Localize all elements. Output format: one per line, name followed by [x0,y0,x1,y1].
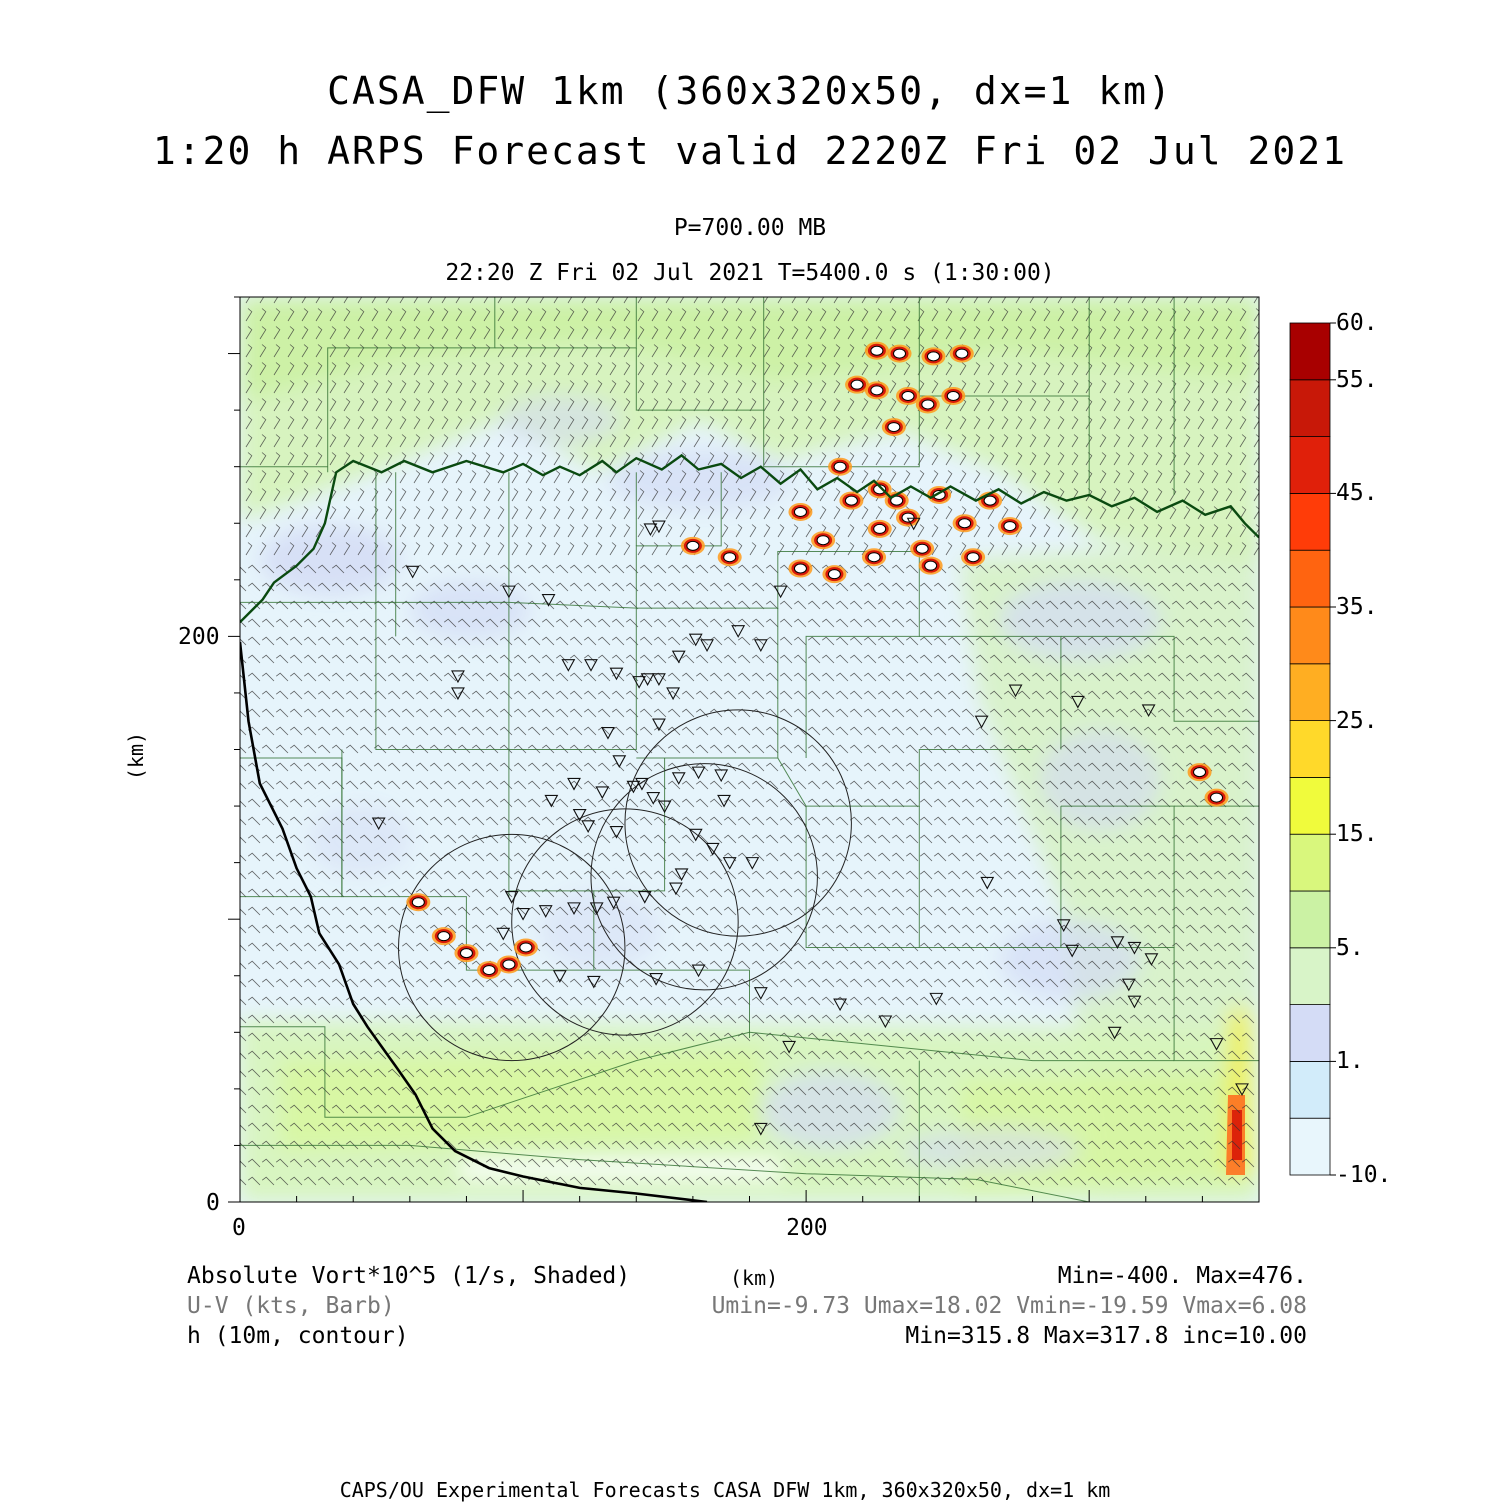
storm-cell-center [687,541,699,550]
storm-cell [862,548,886,566]
storm-cell-center [724,553,736,562]
storm-cell-center [412,898,424,907]
edge-vorticity-core [1232,1110,1242,1160]
storm-cell [921,347,945,365]
storm-cell-center [520,943,532,952]
color-scale-label: 60. [1336,310,1378,336]
color-scale-bin [1290,437,1330,494]
storm-cell-center [834,462,846,471]
storm-cell [865,342,889,360]
storm-cell [941,387,965,405]
color-scale-bin [1290,550,1330,607]
color-scale-label: 45. [1336,480,1378,507]
storm-cell [406,893,430,911]
storm-cell [718,548,742,566]
storm-cell [828,458,852,476]
storm-cell-center [959,519,971,528]
storm-cell [681,537,705,555]
color-scale-bin [1290,891,1330,948]
storm-cell-center [888,423,900,432]
storm-cell-center [845,496,857,505]
color-scale [1290,323,1336,1175]
storm-cell-center [503,960,515,969]
color-scale-label: 1. [1336,1048,1364,1075]
color-scale-bin [1290,1005,1330,1062]
color-scale-bin [1290,323,1330,380]
color-scale-bin [1290,834,1330,891]
color-scale-bin [1290,777,1330,834]
storm-cell-center [851,380,863,389]
storm-cell-center [794,507,806,516]
x-tick-label-200: 200 [786,1215,828,1241]
color-scale-bin [1290,664,1330,721]
storm-cell-center [438,932,450,941]
storm-cell [953,514,977,532]
color-scale-bin [1290,493,1330,550]
storm-cell [497,955,521,973]
storm-cell [950,345,974,363]
x-axis-label: (km) [730,1266,779,1290]
storm-cell-center [922,400,934,409]
storm-cell-center [1211,793,1223,802]
storm-cell-center [956,349,968,358]
storm-cell [910,540,934,558]
storm-cell-center [817,536,829,545]
storm-cell-center [984,496,996,505]
storm-cell [882,418,906,436]
storm-cell [916,395,940,413]
storm-cell-center [1004,522,1016,531]
y-axis-label: (km) [124,731,149,781]
field2-stats: Umin=-9.73 Umax=18.02 Vmin=-19.59 Vmax=6.08 [711,1293,1307,1319]
color-scale-bin [1290,721,1330,778]
storm-cell-center [483,966,495,975]
color-scale-label: 5. [1336,934,1364,961]
storm-cell [961,548,985,566]
x-tick-label-0: 0 [232,1215,246,1241]
y-tick-label-200: 200 [178,624,220,651]
storm-cell [788,503,812,521]
storm-cell [865,381,889,399]
storm-cell [888,345,912,363]
storm-cell [1188,763,1212,781]
storm-cell [1205,789,1229,807]
storm-cell-center [460,949,472,958]
pressure-level: P=700.00 MB [673,215,827,241]
field2-name: U-V (kts, Barb) [187,1293,395,1319]
storm-cell-center [916,544,928,553]
map-title-line-2: 1:20 h ARPS Forecast valid 2220Z Fri 02 Jul 2021 [152,129,1348,173]
color-scale-bin [1290,380,1330,437]
color-scale-bin [1290,607,1330,664]
field1-stats: Min=-400. Max=476. [1057,1263,1307,1289]
storm-cell-center [894,349,906,358]
storm-cell [919,557,943,575]
storm-cell-center [947,391,959,400]
field3-name: h (10m, contour) [187,1323,409,1349]
color-scale-label: 25. [1336,707,1378,734]
storm-cell-center [902,513,914,522]
y-tick-label-0: 0 [206,1190,220,1216]
storm-cell-center [828,570,840,579]
storm-cell [788,560,812,578]
storm-cell-center [871,346,883,355]
storm-cell [432,927,456,945]
storm-cell-center [967,553,979,562]
color-scale-label: -10. [1336,1162,1392,1188]
storm-cell-center [927,352,939,361]
storm-cell-center [868,553,880,562]
storm-cell-center [871,386,883,395]
storm-cell-center [1194,768,1206,777]
storm-cell [998,517,1022,535]
storm-cell-center [794,564,806,573]
storm-cell [514,938,538,956]
valid-time: 22:20 Z Fri 02 Jul 2021 T=5400.0 s (1:30:00) [445,260,1055,286]
field1-name: Absolute Vort*10^5 (1/s, Shaded) [187,1263,631,1289]
storm-cell-center [874,524,886,533]
storm-cell-center [925,561,937,570]
color-scale-bin [1290,1061,1330,1118]
storm-cell [811,531,835,549]
color-scale-label: 35. [1336,594,1378,620]
storm-cell [839,492,863,510]
color-scale-label: 55. [1336,366,1378,393]
storm-cell [822,565,846,583]
storm-cell [454,944,478,962]
credit-line: CAPS/OU Experimental Forecasts CASA DFW 1km, 360x320x50, dx=1 km [339,1478,1111,1502]
storm-cell [868,520,892,538]
color-scale-bin [1290,1118,1330,1175]
color-scale-bin [1290,948,1330,1005]
field3-stats: Min=315.8 Max=317.8 inc=10.00 [905,1323,1307,1349]
storm-cell-center [902,391,914,400]
color-scale-label: 15. [1336,821,1378,848]
map-title-line-1: CASA_DFW 1km (360x320x50, dx=1 km) [327,69,1173,113]
